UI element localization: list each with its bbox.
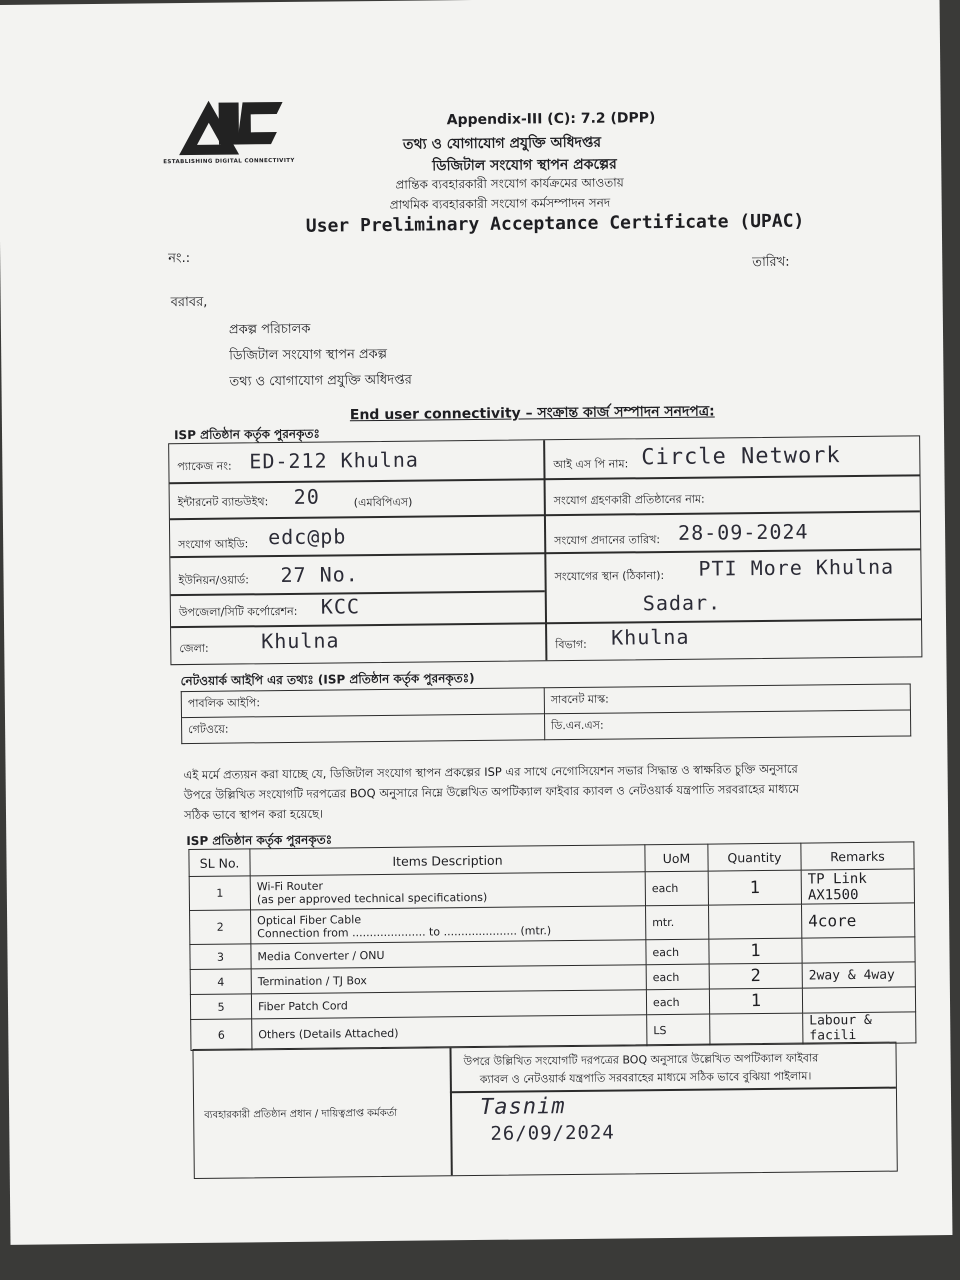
connection-date-value: 28-09-2024: [677, 519, 809, 545]
row-uom: each: [646, 939, 709, 965]
address-line-3: তথ্য ও যোগাযোগ প্রযুক্তি অধিদপ্তর: [229, 372, 412, 390]
connection-date-label: সংযোগ প্রদানের তারিখ:: [554, 533, 661, 548]
receipt-confirm-line-2: ক্যাবল ও নেটওয়ার্ক যন্ত্রপাতি সরবরাহের মাধ্যমে সঠিক ভাবে বুঝিয়া পাইলাম।: [479, 1069, 812, 1086]
row-quantity: 1: [709, 938, 802, 964]
col-sl: SL No.: [189, 849, 250, 877]
public-ip-label: পাবলিক আইপি:: [181, 688, 544, 718]
bandwidth-label: ইন্টারনেট ব্যান্ডউইথ:: [177, 495, 269, 510]
signature-block: [192, 1042, 897, 1179]
col-uom: UoM: [645, 844, 708, 872]
signature-date: 26/09/2024: [490, 1121, 615, 1145]
district-label: জেলা:: [179, 641, 209, 656]
row-remarks: [802, 937, 915, 963]
signature-name: Tasnim: [479, 1094, 566, 1120]
upazila-value: KCC: [320, 594, 361, 619]
network-info-table: [181, 683, 912, 744]
ministry-line: তথ্য ও যোগাযোগ প্রযুক্তি অধিদপ্তর: [402, 134, 602, 153]
item-detail: (as per approved technical specifications): [256, 890, 488, 906]
col-quantity: Quantity: [708, 843, 801, 871]
certificate-bn-title: প্রাথমিক ব্যবহারকারী সংযোগ কর্মসম্পাদন সনদ: [389, 195, 611, 212]
logo-tagline: ESTABLISHING DIGITAL CONNECTIVITY: [163, 157, 295, 166]
certificate-title: User Preliminary Acceptance Certificate (UPAC): [305, 210, 805, 237]
row-sl: 4: [190, 969, 251, 995]
row-description: Termination / TJ Box: [251, 965, 646, 994]
program-line: প্রান্তিক ব্যবহারকারী সংযোগ কার্যক্রমের আওতায়: [395, 175, 624, 192]
row-uom: each: [646, 989, 709, 1015]
place-label: সংযোগের স্থান (ঠিকানা):: [554, 569, 665, 584]
appendix-heading: Appendix-III (C): 7.2 (DPP): [446, 110, 656, 129]
remark-line: TP Link: [807, 870, 867, 888]
union-value: 27 No.: [280, 562, 359, 588]
union-label: ইউনিয়ন/ওয়ার্ড:: [178, 573, 249, 588]
date-label: তারিখ:: [752, 254, 790, 271]
row-quantity: 1: [708, 870, 801, 905]
items-table: [188, 841, 916, 1051]
edc-logo: [166, 92, 292, 178]
project-line: ডিজিটাল সংযোগ স্থাপন প্রকল্পের: [432, 156, 617, 175]
row-uom: each: [645, 871, 708, 906]
reference-no-label: নং.:: [168, 250, 191, 267]
address-to: বরাবর,: [170, 294, 208, 311]
subject-line: End user connectivity – সংক্রান্ত কার্জ সম্পাদন সনদপত্র:: [349, 403, 715, 424]
row-description: Others (Details Attached): [252, 1015, 647, 1050]
connection-info-table: [168, 435, 922, 665]
row-remarks: 4core: [801, 903, 914, 938]
network-info-title: নেটওয়ার্ক আইপি এর তথ্যঃ (ISP প্রতিষ্ঠান কর্তৃক পুরনকৃতঃ): [180, 671, 475, 689]
row-sl: 3: [190, 944, 251, 970]
bandwidth-value: 20: [293, 484, 320, 509]
row-description: [250, 872, 645, 910]
subnet-mask-label: সাবনেট মাস্ক:: [544, 684, 910, 714]
item-name: Wi-Fi Router: [256, 879, 324, 893]
row-uom: mtr.: [646, 905, 709, 940]
row-description: Fiber Patch Cord: [251, 990, 646, 1019]
connection-id-label: সংযোগ আইডি:: [178, 537, 249, 552]
declaration-line-2: উপরে উল্লিখিত সংযোগটি দরপত্রের BOQ অনুসারে নিম্নে উল্লেখিত অপটিক্যাল ফাইবার ক্যাবল ও নেটওয়ার্ক যন্ত্রপাতি সরবরাহের মাধ্যমে: [183, 781, 800, 803]
isp-name-value: Circle Network: [641, 443, 841, 471]
connection-id-value: edc@pb: [267, 524, 347, 550]
declaration-line-1: এই মর্মে প্রত্যয়ন করা যাচ্ছে যে, ডিজিটাল সংযোগ স্থাপন প্রকল্পের ISP এর সাথে নেগোসিয়েশন সভার সিদ্ধান্ত ও স্বাক্ষরিত চুক্তি অনুসারে: [183, 761, 798, 783]
isp-fill-label: ISP প্রতিষ্ঠান কর্তৃক পুরনকৃতঃ: [173, 426, 320, 443]
item-name: Optical Fiber Cable: [257, 912, 362, 927]
row-sl: 2: [190, 910, 251, 945]
remark-line: AX1500: [807, 886, 859, 904]
row-uom: each: [646, 964, 709, 990]
district-value: Khulna: [261, 628, 340, 654]
receiver-name-label: সংযোগ গ্রহণকারী প্রতিষ্ঠানের নাম:: [553, 492, 705, 508]
dns-label: ডি.এন.এস:: [544, 710, 910, 740]
bandwidth-unit: (এমবিপিএস): [353, 495, 413, 510]
row-description: [251, 906, 646, 944]
division-label: বিভাগ:: [555, 637, 587, 652]
row-remarks: [802, 987, 915, 1013]
row-sl: 1: [189, 876, 250, 911]
address-line-2: ডিজিটাল সংযোগ স্থাপন প্রকল্প: [229, 346, 388, 364]
signatory-role: ব্যবহারকারী প্রতিষ্ঠান প্রধান / দায়িত্বপ্রাপ্ত কর্মকর্তা: [204, 1107, 398, 1121]
row-remarks: Labour & facili: [803, 1012, 916, 1044]
row-remarks: [801, 869, 914, 904]
row-sl: 5: [190, 994, 251, 1020]
place-value-line1: PTI More Khulna: [698, 554, 895, 581]
col-description: Items Description: [250, 845, 645, 876]
upazila-label: উপজেলা/সিটি কর্পোরেশন:: [178, 604, 298, 620]
row-quantity: 1: [709, 988, 802, 1014]
row-quantity: [710, 1013, 803, 1045]
package-value: ED-212 Khulna: [249, 447, 419, 474]
receipt-confirm-line-1: উপরে উল্লিখিত সংযোগটি দরপত্রের BOQ অনুসারে উল্লেখিত অপটিক্যাল ফাইবার: [463, 1051, 819, 1069]
package-label: প্যাকেজ নং:: [177, 459, 232, 474]
gateway-label: গেটওয়ে:: [182, 714, 545, 744]
declaration-line-3: সঠিক ভাবে স্থাপন করা হয়েছে।: [183, 806, 324, 823]
place-value-line2: Sadar.: [642, 590, 722, 616]
col-remarks: Remarks: [801, 842, 914, 870]
row-sl: 6: [191, 1019, 252, 1051]
address-line-1: প্রকল্প পরিচালক: [228, 321, 311, 338]
row-remarks: 2way & 4way: [802, 962, 915, 988]
isp-name-label: আই এস পি নাম:: [553, 457, 629, 472]
division-value: Khulna: [611, 624, 690, 650]
item-detail: Connection from ..................... to ..................... (mtr.): [257, 923, 552, 940]
row-uom: LS: [647, 1014, 710, 1046]
row-description: Media Converter / ONU: [251, 940, 646, 969]
row-quantity: [708, 904, 801, 939]
items-fill-label: ISP প্রতিষ্ঠান কর্তৃক পুরনকৃতঃ: [186, 832, 333, 849]
row-quantity: 2: [709, 963, 802, 989]
